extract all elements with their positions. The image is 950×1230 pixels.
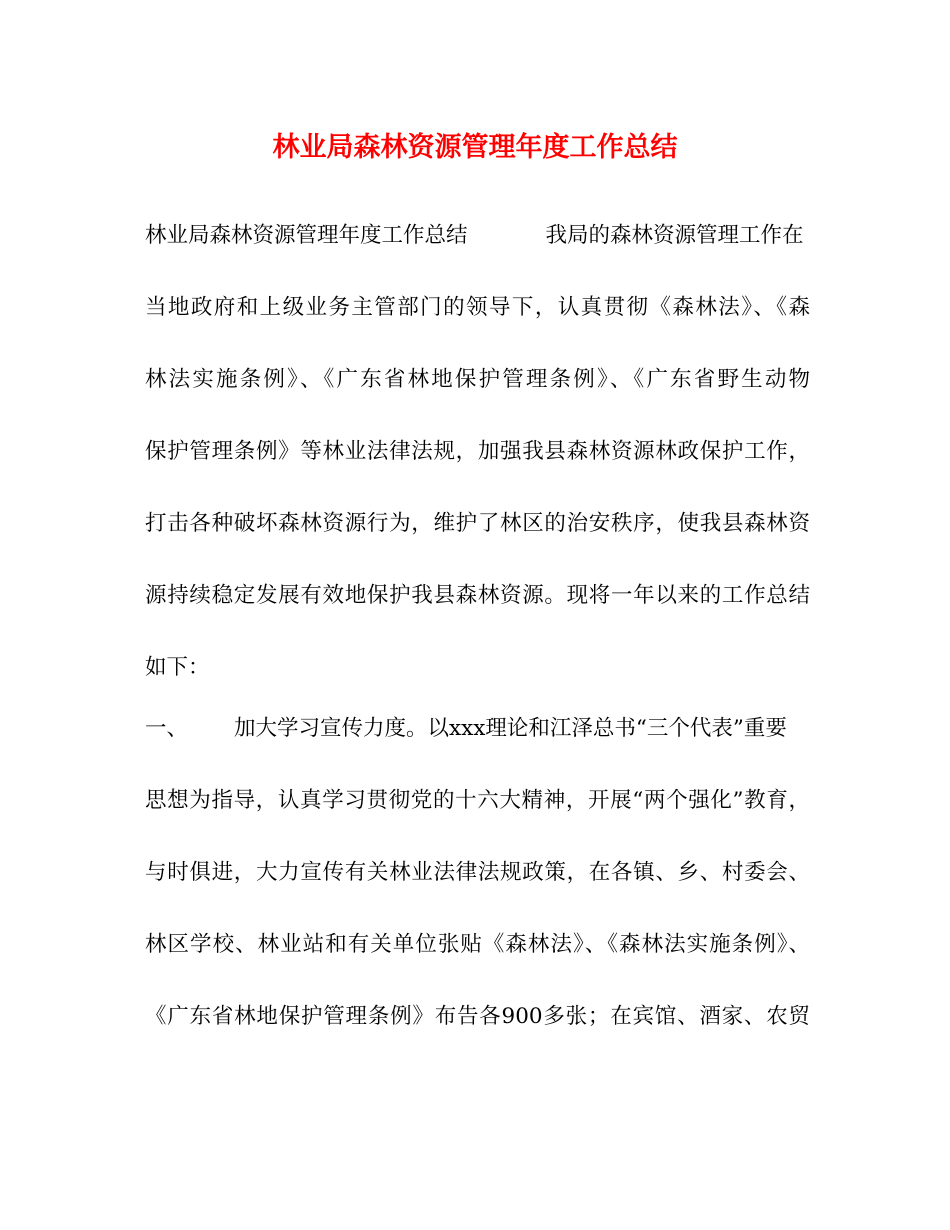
paragraph-line-9: 思想为指导，认真学习贯彻党的十六大精神，开展“两个强化”教育， (145, 788, 810, 813)
section-number: 一、 (145, 716, 189, 741)
inline-heading: 林业局森林资源管理年度工作总结 (145, 223, 468, 248)
paragraph-line-12: 《广东省林地保护管理条例》布告各900多张；在宾馆、酒家、农贸 (145, 1004, 810, 1029)
paragraph-line-11: 林区学校、林业站和有关单位张贴《森林法》、《森林法实施条例》、 (145, 932, 810, 957)
paragraph-line-4: 保护管理条例》等林业法律法规，加强我县森林资源林政保护工作， (145, 439, 810, 464)
paragraph-line-10: 与时俱进，大力宣传有关林业法律法规政策，在各镇、乡、村委会、 (145, 860, 810, 885)
section-line-1 (145, 713, 810, 745)
paragraph-text: 我局的森林资源管理工作在 (545, 223, 804, 248)
paragraph-line-5: 打击各种破坏森林资源行为，维护了林区的治安秩序，使我县森林资 (145, 511, 810, 536)
paragraph-line-2: 当地政府和上级业务主管部门的领导下，认真贯彻《森林法》、《森 (145, 295, 810, 320)
paragraph-line-1 (145, 220, 810, 252)
paragraph-line-6: 源持续稳定发展有效地保护我县森林资源。现将一年以来的工作总结 (145, 583, 810, 608)
paragraph-line-7: 如下： (145, 655, 210, 680)
document-title: 林业局森林资源管理年度工作总结 (272, 132, 678, 163)
paragraph-line-3: 林法实施条例》、《广东省林地保护管理条例》、《广东省野生动物 (145, 367, 810, 392)
section-text: 加大学习宣传力度。以xxx理论和江泽总书“三个代表”重要 (234, 716, 787, 741)
